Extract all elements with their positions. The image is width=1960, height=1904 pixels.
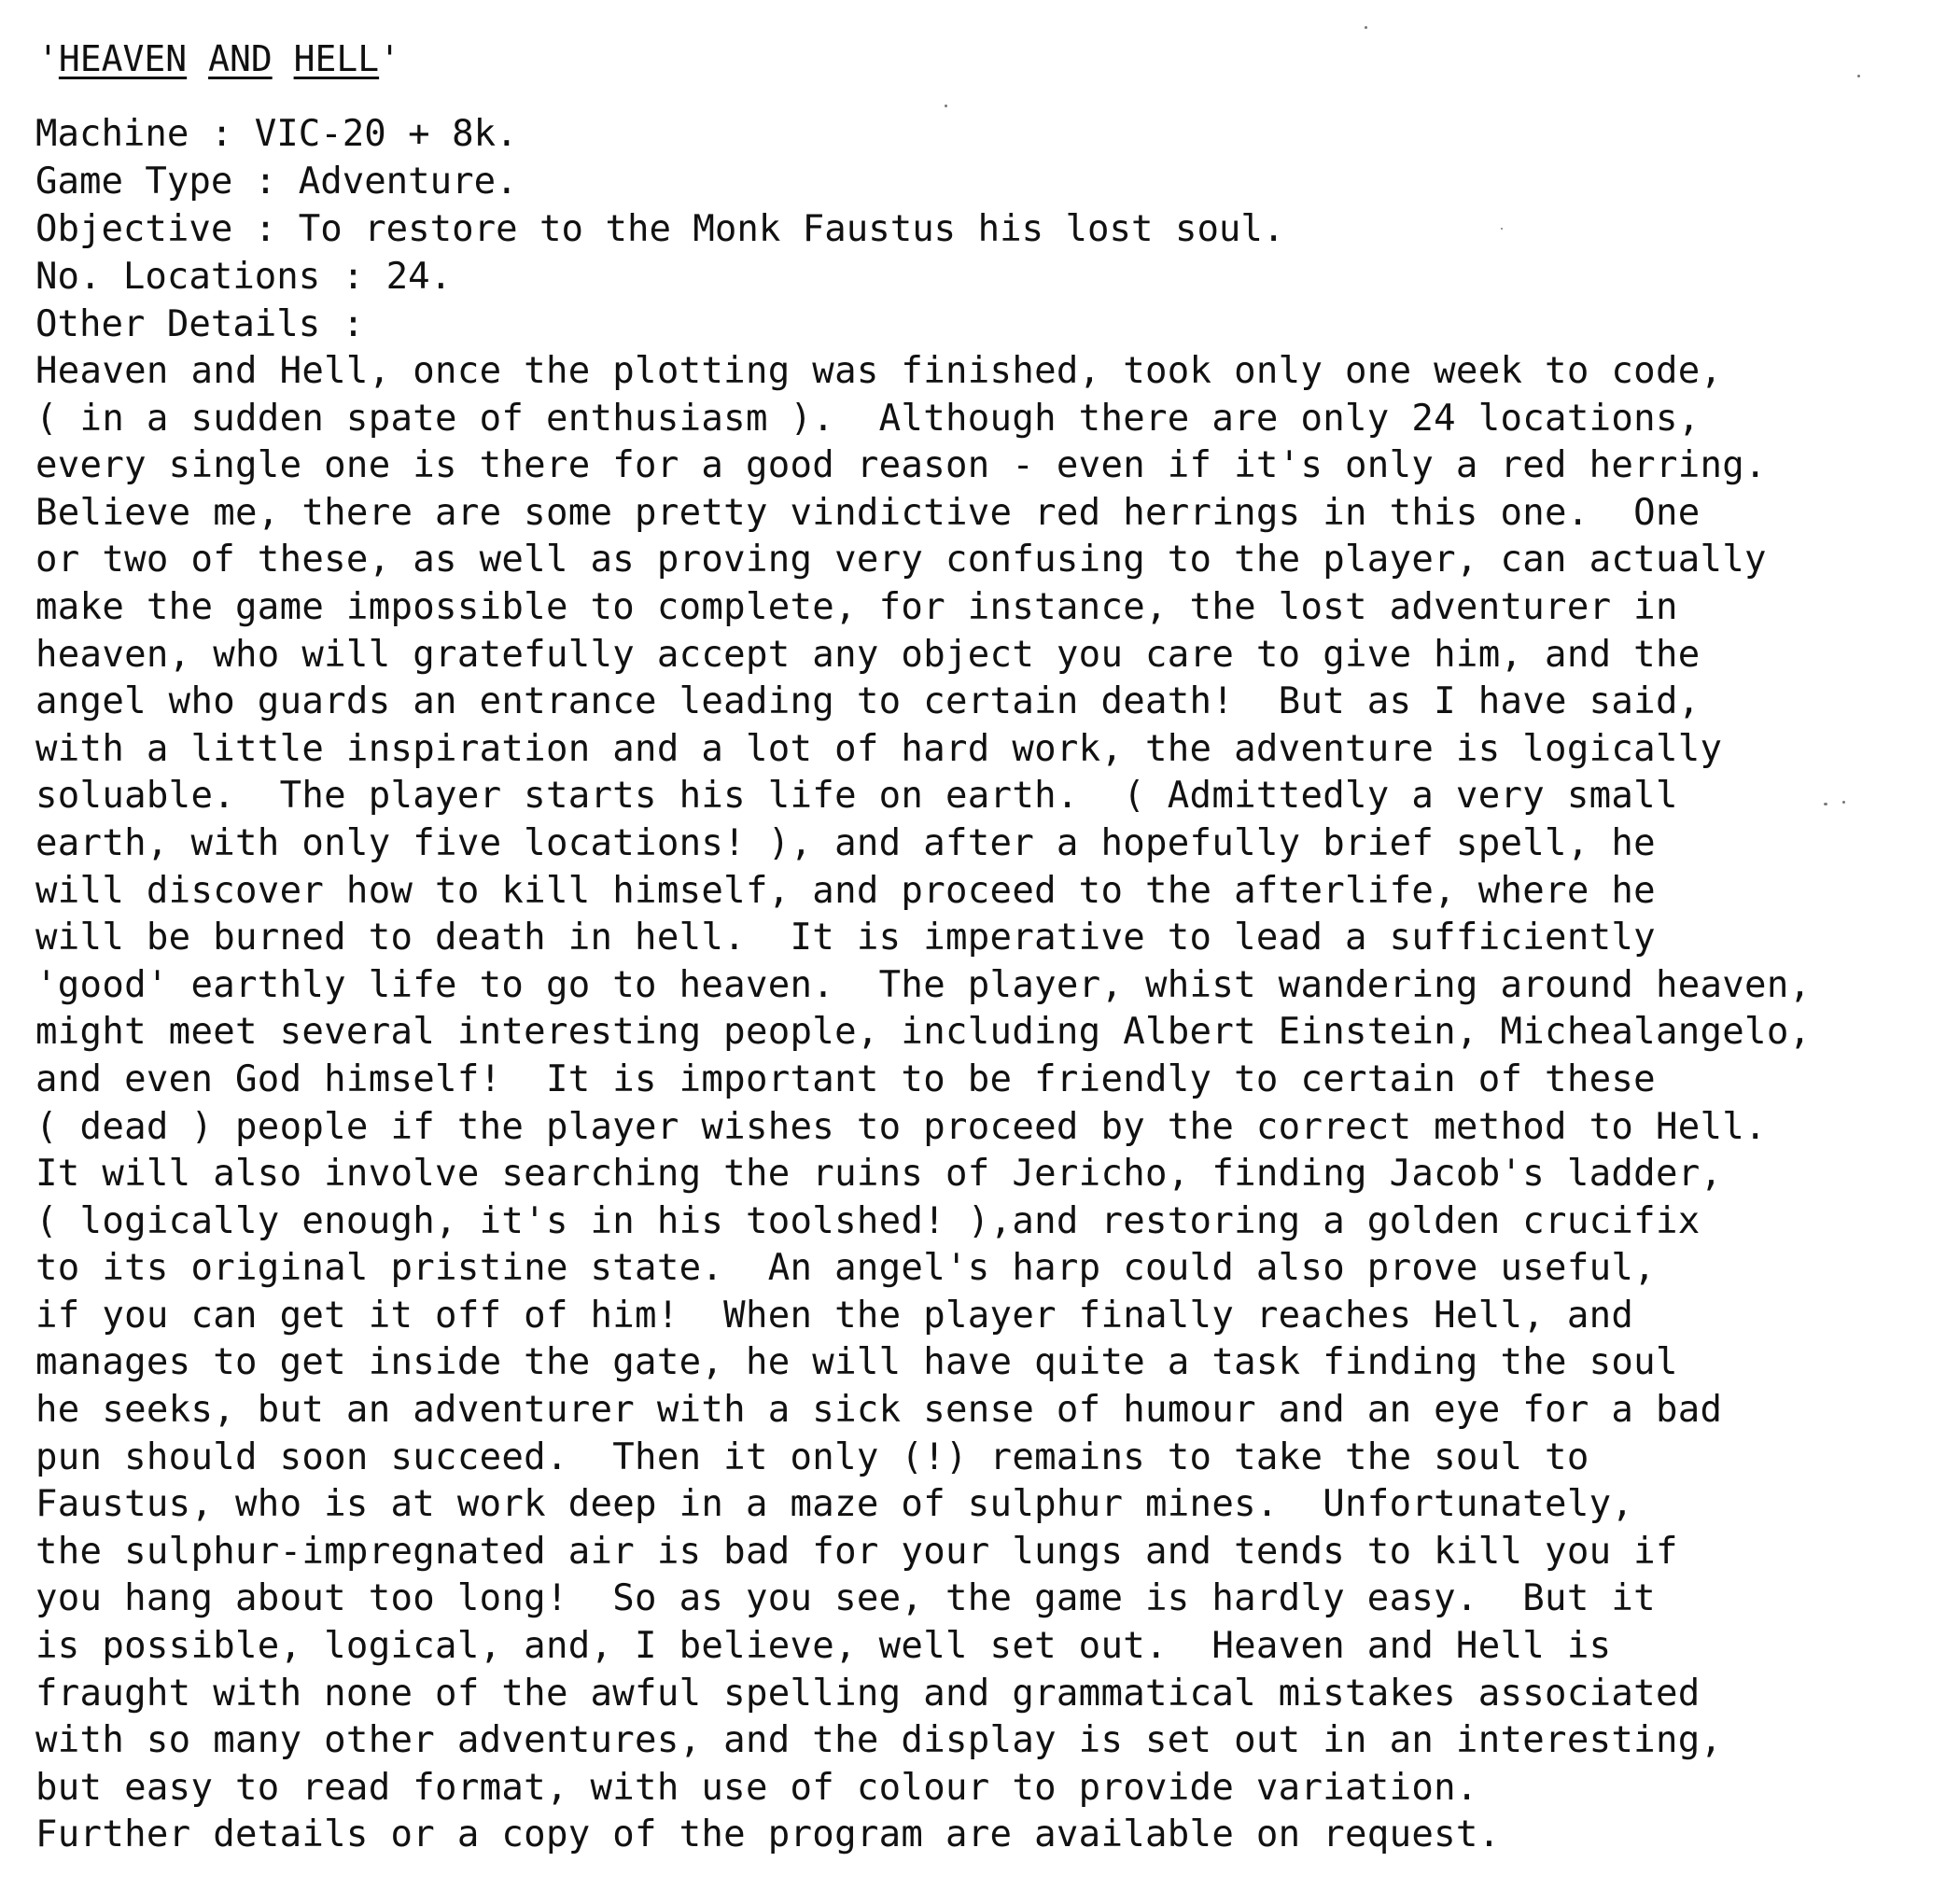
text-line: manages to get inside the gate, he will have quite a task finding the soul — [35, 1341, 1678, 1384]
title-word-heaven: HEAVEN — [58, 38, 188, 79]
game-details-list — [35, 110, 1284, 348]
text-line: angel who guards an entrance leading to certain death! But as I have said, — [35, 680, 1701, 723]
title-space — [187, 38, 208, 79]
text-line: with so many other adventures, and the display is set out in an interesting, — [35, 1719, 1723, 1762]
text-line: every single one is there for a good reason - even if it's only a red herring. — [35, 444, 1767, 487]
text-line: Believe me, there are some pretty vindictive red herrings in this one. One — [35, 491, 1701, 534]
text-line: if you can get it off of him! When the player finally reaches Hell, and — [35, 1294, 1634, 1337]
title-quote-open: ' — [37, 38, 59, 79]
detail-game-type: Game Type : Adventure. — [35, 161, 518, 203]
text-line: fraught with none of the awful spelling and grammatical mistakes associated — [35, 1672, 1701, 1715]
paper-speck — [1842, 801, 1845, 804]
text-line: ( in a sudden spate of enthusiasm ). Although there are only 24 locations, — [35, 397, 1701, 440]
paper-speck — [1857, 75, 1860, 77]
text-line: with a little inspiration and a lot of hard work, the adventure is logically — [35, 727, 1723, 770]
detail-objective: Objective : To restore to the Monk Faustus his lost soul. — [35, 208, 1285, 250]
text-line: heaven, who will gratefully accept any object you care to give him, and the — [35, 633, 1701, 676]
text-line: Heaven and Hell, once the plotting was finished, took only one week to code, — [35, 350, 1723, 392]
detail-locations: No. Locations : 24. — [35, 256, 453, 298]
paper-speck — [945, 105, 947, 107]
text-line: or two of these, as well as proving very confusing to the player, can actually — [35, 539, 1767, 581]
text-line: 'good' earthly life to go to heaven. The player, whist wandering around heaven, — [35, 963, 1812, 1006]
document-title — [37, 35, 400, 82]
text-line: the sulphur-impregnated air is bad for your lungs and tends to kill you if — [35, 1530, 1678, 1573]
text-line: ( dead ) people if the player wishes to proceed by the correct method to Hell. — [35, 1105, 1767, 1148]
text-line: ( logically enough, it's in his toolshed! ),and restoring a golden crucifix — [35, 1199, 1701, 1242]
paper-speck — [1501, 228, 1503, 230]
text-line: make the game impossible to complete, for instance, the lost adventurer in — [35, 585, 1678, 628]
detail-machine: Machine : VIC-20 + 8k. — [35, 113, 518, 155]
title-word-and: AND — [208, 38, 273, 79]
text-line: and even God himself! It is important to be friendly to certain of these — [35, 1057, 1656, 1100]
text-line: It will also involve searching the ruins of Jericho, finding Jacob's ladder, — [35, 1153, 1723, 1196]
text-line: earth, with only five locations! ), and after a hopefully brief spell, he — [35, 821, 1656, 864]
text-line: you hang about too long! So as you see, the game is hardly easy. But it — [35, 1577, 1656, 1620]
text-line: soluable. The player starts his life on earth. ( Admittedly a very small — [35, 775, 1678, 818]
text-line: to its original pristine state. An angel's harp could also prove useful, — [35, 1247, 1656, 1290]
paper-speck — [1365, 26, 1367, 29]
text-line: might meet several interesting people, including Albert Einstein, Michealangelo, — [35, 1011, 1812, 1054]
text-line: Faustus, who is at work deep in a maze of sulphur mines. Unfortunately, — [35, 1483, 1634, 1526]
description-paragraph — [35, 348, 1811, 1859]
text-line: Further details or a copy of the program are available on request. — [35, 1813, 1501, 1856]
text-line: will discover how to kill himself, and proceed to the afterlife, where he — [35, 869, 1656, 912]
title-word-hell: HELL — [293, 38, 380, 79]
text-line: is possible, logical, and, I believe, well set out. Heaven and Hell is — [35, 1625, 1612, 1668]
text-line: will be burned to death in hell. It is imperative to lead a sufficiently — [35, 917, 1656, 959]
text-line: pun should soon succeed. Then it only (!) remains to take the soul to — [35, 1435, 1589, 1478]
detail-other-details: Other Details : — [35, 303, 365, 345]
text-line: he seeks, but an adventurer with a sick sense of humour and an eye for a bad — [35, 1389, 1723, 1432]
title-space — [273, 38, 294, 79]
text-line: but easy to read format, with use of colour to provide variation. — [35, 1766, 1478, 1809]
paper-speck — [1824, 803, 1827, 805]
title-quote-close: ' — [379, 38, 400, 79]
